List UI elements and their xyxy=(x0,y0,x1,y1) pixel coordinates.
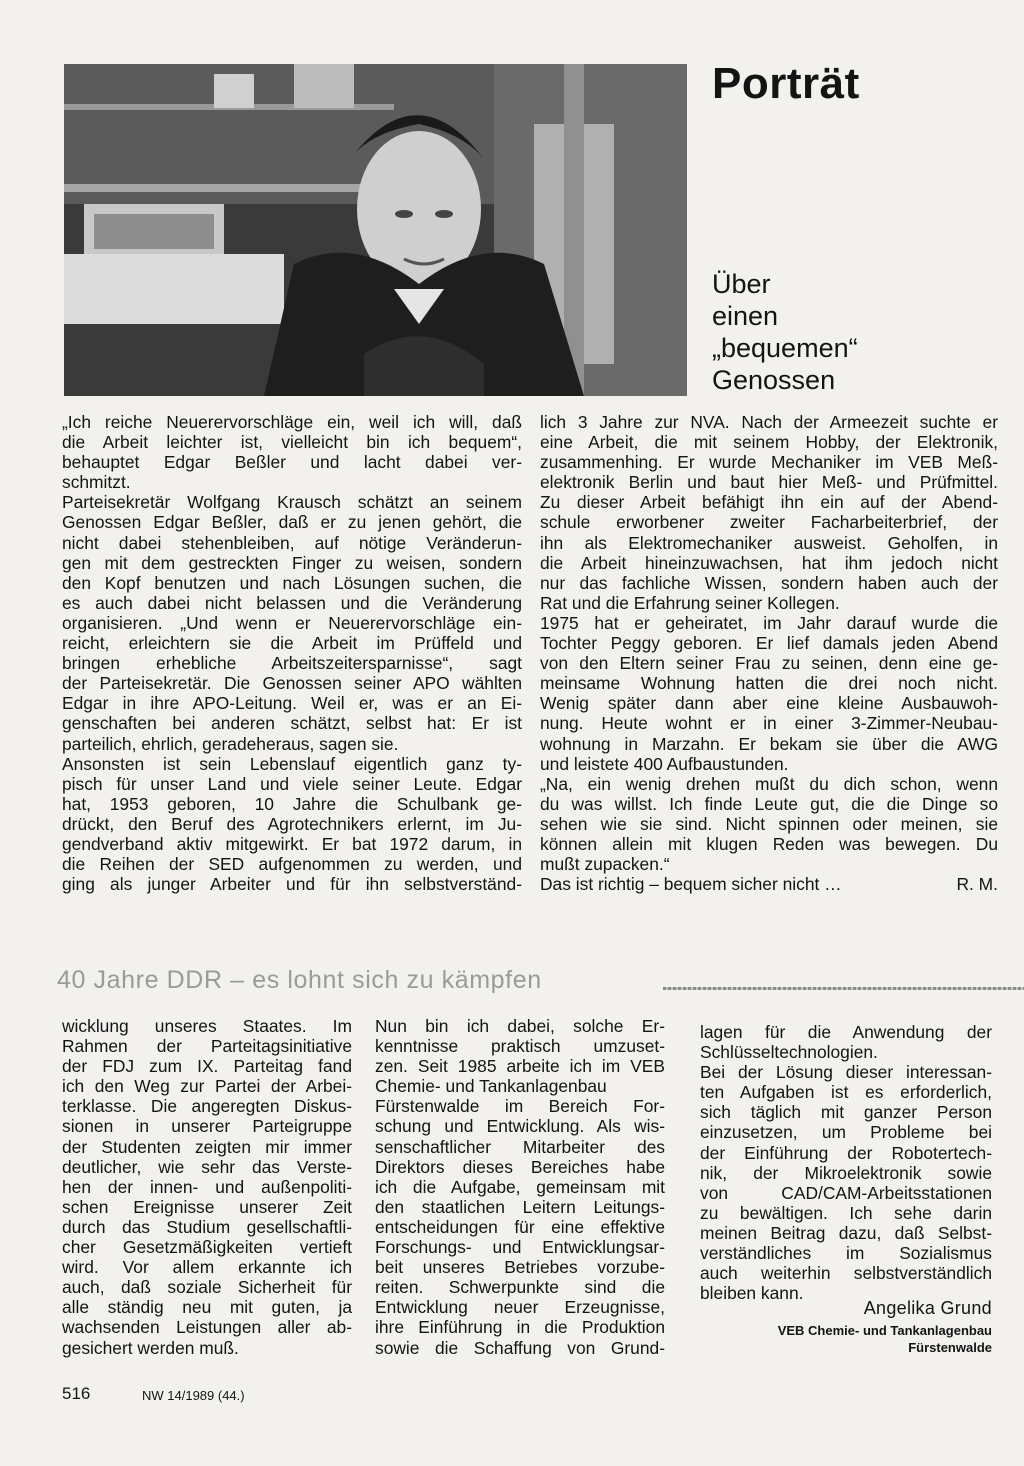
section-title: Porträt xyxy=(712,59,860,108)
text-line: pisch für unser Land und viele seiner Leute. Edgar xyxy=(62,773,522,794)
text-line: hat, 1953 geboren, 10 Jahre die Schulbank ge- xyxy=(62,793,522,814)
text-line: reiten. Schwerpunkte sind die xyxy=(375,1277,665,1298)
text-line: gesichert werden muß. xyxy=(62,1337,239,1358)
text-line: drückt, den Beruf des Agrotechnikers erlernt, im Ju- xyxy=(62,813,522,834)
text-line: Bei der Lösung dieser interessan- xyxy=(700,1062,992,1083)
text-line: Rahmen der Parteitagsinitiative xyxy=(62,1036,352,1057)
text-line: cher Gesetzmäßigkeiten vertieft xyxy=(62,1237,352,1258)
text-line: „Na, ein wenig drehen mußt du dich schon, wenn xyxy=(540,773,998,794)
text-line: behauptet Edgar Beßler und lacht dabei ver- xyxy=(62,452,522,473)
text-line: lagen für die Anwendung der xyxy=(700,1022,992,1042)
text-line: auch, daß soziale Sicherheit für xyxy=(62,1277,352,1298)
author-affiliation xyxy=(700,1322,992,1356)
text-line: durch das Studium gesellschaftli- xyxy=(62,1216,352,1237)
text-line: Tochter Peggy geboren. Er lief damals jeden Abend xyxy=(540,633,998,654)
text-line: auch weiterhin selbstverständlich xyxy=(700,1263,992,1284)
text-line: parteilich, ehrlich, geradeheraus, sagen sie. xyxy=(62,733,399,754)
text-line: Zu dieser Arbeit befähigt ihn ein auf der Abend- xyxy=(540,492,998,513)
issue-label: NW 14/1989 (44.) xyxy=(142,1388,245,1403)
text-line: nur das fachliche Wissen, sondern haben auch der xyxy=(540,572,998,593)
text-line: verständliches im Sozialismus xyxy=(700,1243,992,1264)
affiliation-line: Fürstenwalde xyxy=(908,1340,992,1355)
author-name: Angelika Grund xyxy=(863,1298,992,1318)
text-line: schen Ereignisse unserer Zeit xyxy=(62,1196,352,1217)
anniversary-banner xyxy=(57,966,997,1000)
text-line: von den Eltern seiner Frau zu seinen, denn eine ge- xyxy=(540,653,998,674)
article-headline xyxy=(712,268,1012,396)
text-line: Forschungs- und Entwicklungsar- xyxy=(375,1237,665,1258)
closing-line xyxy=(540,874,998,894)
text-line: gendverband aktiv mitgewirkt. Er bat 1972 darum, in xyxy=(62,833,522,854)
text-line: der Parteisekretär. Die Genossen seiner APO wählten xyxy=(62,673,522,694)
text-line: ihn als Elektromechaniker ausweist. Geholfen, in xyxy=(540,532,998,553)
text-line: lich 3 Jahre zur NVA. Nach der Armeezeit suchte er xyxy=(540,412,998,432)
text-line: deutlicher, wie sehr das Verste- xyxy=(62,1156,352,1177)
text-line: nicht dabei stehenbleiben, auf nötige Veränderun- xyxy=(62,532,522,553)
text-line: wachsenden Leistungen aller ab- xyxy=(62,1317,352,1338)
text-line: der FDJ zum IX. Parteitag fand xyxy=(62,1056,352,1077)
text-line: senschaftlicher Mitarbeiter des xyxy=(375,1136,665,1157)
page-number: 516 xyxy=(62,1384,91,1403)
headline-line: Genossen xyxy=(712,365,836,395)
text-line: eine Arbeit, die mit seinem Hobby, der Elektronik, xyxy=(540,432,998,453)
text-line: entscheidungen für eine effektive xyxy=(375,1216,665,1237)
text-line: reicht, erleichtern sie die Arbeit im Prüffeld und xyxy=(62,633,522,654)
text-line: die Arbeit hineinzuwachsen, hat ihm jedoch nicht xyxy=(540,552,998,573)
text-line: Chemie- und Tankanlagenbau xyxy=(375,1076,607,1097)
headline-line: Über xyxy=(712,269,771,299)
text-line: Parteisekretär Wolfgang Krausch schätzt an seinem xyxy=(62,492,522,513)
second-column-2 xyxy=(375,1016,665,1358)
text-line: zen. Seit 1985 arbeite ich im VEB xyxy=(375,1056,665,1077)
text-line: ten Aufgaben ist es erforderlich, xyxy=(700,1082,992,1103)
text-line: zusammenhing. Er wurde Mechaniker im VEB Meß- xyxy=(540,452,998,473)
text-line: Rat und die Erfahrung seiner Kollegen. xyxy=(540,592,840,613)
portrait-photo xyxy=(64,64,687,396)
text-line: Edgar in ihre APO-Leitung. Weil er, was er an Ei- xyxy=(62,693,522,714)
text-line: es auch dabei nicht belassen und die Veränderung xyxy=(62,592,522,613)
closing-text: Das ist richtig – bequem sicher nicht … xyxy=(540,874,842,895)
text-line: der Einführung der Robotertech- xyxy=(700,1142,992,1163)
text-line: mußt zupacken.“ xyxy=(540,854,670,875)
text-line: hen der innen- und außenpoliti- xyxy=(62,1176,352,1197)
text-line: alle ständig neu mit guten, ja xyxy=(62,1297,352,1318)
text-line: terklasse. Die angeregten Diskus- xyxy=(62,1096,352,1117)
text-line: sionen in unserer Parteigruppe xyxy=(62,1116,352,1137)
headline-line: einen xyxy=(712,301,779,331)
text-line: wicklung unseres Staates. Im xyxy=(62,1016,352,1036)
text-line: Entwicklung neuer Erzeugnisse, xyxy=(375,1297,665,1318)
text-line: wird. Vor allem erkannte ich xyxy=(62,1257,352,1278)
banner-text: 40 Jahre DDR – es lohnt sich zu kämpfen xyxy=(57,966,542,994)
text-line: von CAD/CAM-Arbeitsstationen xyxy=(700,1182,992,1203)
text-line: die Arbeit leichter ist, vielleicht bin ich bequem“, xyxy=(62,432,522,453)
text-line: ihre Einführung in die Produktion xyxy=(375,1317,665,1338)
text-line: ging als junger Arbeiter und für ihn selbstverständ- xyxy=(62,874,522,895)
text-line: du was willst. Ich finde Leute gut, die die Dinge so xyxy=(540,793,998,814)
text-line: den Kopf benutzen und nach Lösungen suchen, die xyxy=(62,572,522,593)
text-line: der Studenten zeigten mir immer xyxy=(62,1136,352,1157)
text-line: beit unseres Betriebes vorzube- xyxy=(375,1257,665,1278)
text-line: Genossen Edgar Beßler, daß er zu jenen gehört, die xyxy=(62,512,522,533)
text-line: meinen Beitrag dazu, daß Selbst- xyxy=(700,1222,992,1243)
portrait-photo-image xyxy=(64,64,687,396)
text-line: schung und Entwicklung. Als wis- xyxy=(375,1116,665,1137)
text-line: nung. Heute wohnt er in einer 3-Zimmer-Neubau- xyxy=(540,713,998,734)
text-line: können allein mit klugen Reden was bewegen. Du xyxy=(540,833,998,854)
text-line: schmitzt. xyxy=(62,472,131,493)
article-column-2 xyxy=(540,412,998,894)
article-column-1 xyxy=(62,412,522,894)
text-line: sehen wie sie sind. Nicht spinnen oder meinen, sie xyxy=(540,813,998,834)
text-line: gen mit dem gestreckten Finger zu weisen, sondern xyxy=(62,552,522,573)
author-initials: R. M. xyxy=(956,874,998,895)
affiliation-line: VEB Chemie- und Tankanlagenbau xyxy=(777,1323,992,1338)
banner-rule xyxy=(663,987,1024,990)
text-line: meinsame Wohnung hatten die drei noch nicht. xyxy=(540,673,998,694)
text-line: elektronik Berlin und baut hier Meß- und Prüfmittel. xyxy=(540,472,998,493)
text-line: genschaften bei anderen schätzt, selbst hat: Er ist xyxy=(62,713,522,734)
text-line: einzusetzen, um Probleme bei xyxy=(700,1122,992,1143)
text-line: wohnung in Marzahn. Er bekam sie über die AWG xyxy=(540,733,998,754)
text-line: die Reihen der SED aufgenommen zu werden, und xyxy=(62,854,522,875)
headline-line: „bequemen“ xyxy=(712,333,858,363)
text-line: Fürstenwalde im Bereich For- xyxy=(375,1096,665,1117)
text-line: sowie die Schaffung von Grund- xyxy=(375,1337,665,1358)
text-line: schule erworbener zweiter Facharbeiterbrief, der xyxy=(540,512,998,533)
text-line: Schlüsseltechnologien. xyxy=(700,1042,878,1063)
text-line: sich täglich mit ganzer Person xyxy=(700,1102,992,1123)
text-line: ich die Aufgabe, gemeinsam mit xyxy=(375,1176,665,1197)
text-line: „Ich reiche Neuerervorschläge ein, weil ich will, daß xyxy=(62,412,522,432)
second-column-1 xyxy=(62,1016,352,1358)
text-line: Direktors dieses Bereiches habe xyxy=(375,1156,665,1177)
text-line: den staatlichen Leitern Leitungs- xyxy=(375,1196,665,1217)
text-line: organisieren. „Und wenn er Neuerervorschläge ein- xyxy=(62,612,522,633)
text-line: bringen erhebliche Arbeitszeitersparnisse“, sagt xyxy=(62,653,522,674)
text-line: nik, der Mikroelektronik sowie xyxy=(700,1162,992,1183)
second-column-3 xyxy=(700,1022,992,1303)
text-line: und leistete 400 Aufbaustunden. xyxy=(540,753,789,774)
text-line: Ansonsten ist sein Lebenslauf eigentlich ganz ty- xyxy=(62,753,522,774)
text-line: Wenig später dann aber eine kleine Ausbauwoh- xyxy=(540,693,998,714)
text-line: Nun bin ich dabei, solche Er- xyxy=(375,1016,665,1036)
text-line: kenntnisse praktisch umzuset- xyxy=(375,1036,665,1057)
text-line: bleiben kann. xyxy=(700,1283,804,1304)
text-line: 1975 hat er geheiratet, im Jahr darauf wurde die xyxy=(540,612,998,633)
text-line: zu bewältigen. Ich sehe darin xyxy=(700,1202,992,1223)
text-line: ich den Weg zur Partei der Arbei- xyxy=(62,1076,352,1097)
